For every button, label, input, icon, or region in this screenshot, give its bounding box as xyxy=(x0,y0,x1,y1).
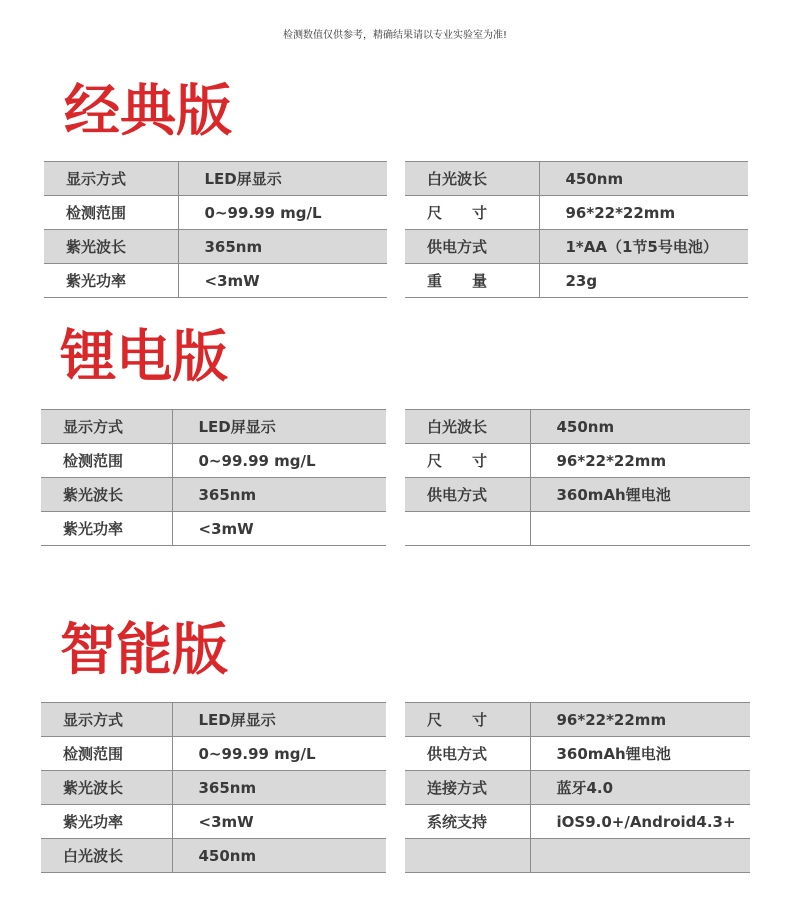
spec-row xyxy=(405,478,750,512)
spec-table-classic-left xyxy=(44,161,387,298)
spec-value: 96*22*22mm xyxy=(530,703,750,737)
spec-table-classic-right xyxy=(405,161,748,298)
spec-label: 重 量 xyxy=(405,264,539,298)
spec-label: 紫光功率 xyxy=(41,512,172,546)
spec-value: 0~99.99 mg/L xyxy=(172,444,386,478)
spec-value: LED屏显示 xyxy=(178,162,387,196)
spec-label: 显示方式 xyxy=(41,703,172,737)
spec-label: 尺 寸 xyxy=(405,444,530,478)
disclaimer-text: 检测数值仅供参考，精确结果请以专业实验室为准! xyxy=(282,30,507,41)
spec-row xyxy=(41,478,386,512)
spec-value: LED屏显示 xyxy=(172,410,386,444)
spec-row xyxy=(405,264,748,298)
spec-value: 0~99.99 mg/L xyxy=(178,196,387,230)
spec-value: <3mW xyxy=(178,264,387,298)
spec-value: 450nm xyxy=(172,839,386,873)
spec-label: 系统支持 xyxy=(405,805,530,839)
spec-value: iOS9.0+/Android4.3+ xyxy=(530,805,750,839)
spec-row xyxy=(44,162,387,196)
spec-label: 检测范围 xyxy=(41,444,172,478)
spec-label: 供电方式 xyxy=(405,230,539,264)
spec-label: 紫光波长 xyxy=(41,478,172,512)
spec-row xyxy=(44,196,387,230)
spec-value: <3mW xyxy=(172,512,386,546)
spec-row xyxy=(405,703,750,737)
spec-row xyxy=(405,737,750,771)
spec-row xyxy=(405,162,748,196)
spec-label: 供电方式 xyxy=(405,737,530,771)
spec-label: 检测范围 xyxy=(44,196,178,230)
spec-row xyxy=(405,196,748,230)
spec-value: 23g xyxy=(539,264,748,298)
spec-value: 96*22*22mm xyxy=(530,444,750,478)
spec-row xyxy=(41,737,386,771)
section-title-lithium: 锂电版 xyxy=(60,325,228,390)
spec-label: 检测范围 xyxy=(41,737,172,771)
spec-label: 白光波长 xyxy=(41,839,172,873)
spec-row xyxy=(405,444,750,478)
spec-row xyxy=(405,771,750,805)
spec-value: 450nm xyxy=(539,162,748,196)
spec-label xyxy=(405,512,530,546)
spec-label: 显示方式 xyxy=(41,410,172,444)
spec-label: 紫光波长 xyxy=(44,230,178,264)
spec-value: 365nm xyxy=(172,771,386,805)
spec-row xyxy=(41,805,386,839)
spec-table-smart-left xyxy=(41,702,386,873)
spec-label: 紫光波长 xyxy=(41,771,172,805)
spec-label: 尺 寸 xyxy=(405,703,530,737)
spec-label: 白光波长 xyxy=(405,410,530,444)
spec-value: 360mAh锂电池 xyxy=(530,478,750,512)
spec-label: 白光波长 xyxy=(405,162,539,196)
spec-row xyxy=(405,805,750,839)
spec-row xyxy=(41,444,386,478)
spec-row xyxy=(44,230,387,264)
spec-row xyxy=(41,839,386,873)
section-title-smart: 智能版 xyxy=(60,618,228,683)
spec-value: 360mAh锂电池 xyxy=(530,737,750,771)
spec-table-lithium-left xyxy=(41,409,386,546)
spec-row xyxy=(405,512,750,546)
spec-row xyxy=(41,410,386,444)
spec-row xyxy=(41,771,386,805)
spec-row xyxy=(41,512,386,546)
spec-label: 紫光功率 xyxy=(41,805,172,839)
spec-label: 尺 寸 xyxy=(405,196,539,230)
spec-value: LED屏显示 xyxy=(172,703,386,737)
spec-value xyxy=(530,512,750,546)
spec-value: <3mW xyxy=(172,805,386,839)
spec-row xyxy=(41,703,386,737)
spec-value: 1*AA（1节5号电池） xyxy=(539,230,748,264)
spec-table-smart-right xyxy=(405,702,750,873)
spec-value: 96*22*22mm xyxy=(539,196,748,230)
spec-row xyxy=(405,230,748,264)
spec-value: 365nm xyxy=(172,478,386,512)
spec-value: 365nm xyxy=(178,230,387,264)
spec-label: 供电方式 xyxy=(405,478,530,512)
spec-label: 连接方式 xyxy=(405,771,530,805)
spec-value: 0~99.99 mg/L xyxy=(172,737,386,771)
spec-label: 紫光功率 xyxy=(44,264,178,298)
spec-row xyxy=(405,410,750,444)
section-title-classic: 经典版 xyxy=(64,79,232,144)
spec-table-lithium-right xyxy=(405,409,750,546)
spec-value xyxy=(530,839,750,873)
spec-row xyxy=(405,839,750,873)
spec-value: 蓝牙4.0 xyxy=(530,771,750,805)
spec-label xyxy=(405,839,530,873)
spec-label: 显示方式 xyxy=(44,162,178,196)
spec-value: 450nm xyxy=(530,410,750,444)
spec-row xyxy=(44,264,387,298)
